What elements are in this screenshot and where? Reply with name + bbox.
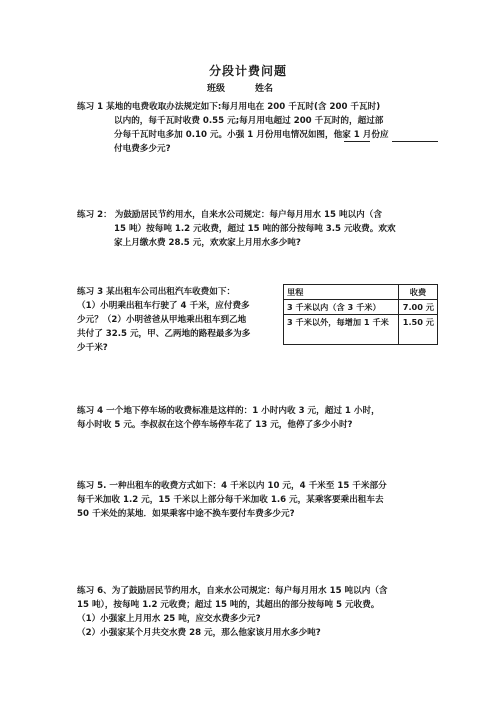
answer-blank [344,141,370,142]
exercise-2-line: 练习 2： 为鼓励居民节约用水，自来水公司规定：每户每月用水 15 吨以内（含 [77,210,382,220]
exercise-2 [77,208,396,250]
exercise-5-line: 练习 5. 一种出租车的收费方式如下：4 千米以内 10 元，4 千米至 15 千米部分 [77,481,387,491]
exercise-4-line: 练习 4 一个地下停车场的收费标准是这样的：1 小时内收 3 元，超过 1 小时， [77,406,380,416]
exercise-2-line: 家上月缴水费 28.5 元，欢欢家上月用水多少吨? [114,238,301,248]
exercise-1-line: 分每千瓦时电多加 0.10 元。小强 1 月份用电情况如图，他家 1 月份应 [114,130,389,140]
table-cell: 3 千米以外，每增加 1 千米 [284,315,399,345]
exercise-6-line: （2）小强家某个月共交水费 28 元，那么他家该月用水多少吨? [77,628,321,638]
exercise-6-line: 15 吨），按每吨 1.2 元收费；超过 15 吨的，其超出的部分按每吨 5 元收费。 [77,600,380,610]
fare-table [283,284,438,345]
table-row [284,315,438,345]
exercise-1-line: 以内的，每千瓦时收费 0.55 元;每月用电超过 200 千瓦时的，超过部 [114,116,384,126]
exercise-6 [77,584,388,640]
exercise-3-line: 少千米? [77,343,108,353]
exercise-3 [77,285,277,355]
exercise-6-line: （1）小强家上月用水 25 吨，应交水费多少元? [77,614,261,624]
exercise-5-line: 每千米加收 1.2 元，15 千米以上部分每千米加收 1.6 元，某乘客要乘出租车去 [77,495,384,505]
table-cell: 1.50 元 [399,315,438,345]
class-label: 班级 [207,84,226,94]
exercise-1-line: 付电费多少元? [114,144,171,154]
exercise-1 [77,100,389,156]
table-header-cell: 里程 [284,285,399,300]
exercise-3-line: （1）小明乘出租车行驶了 4 千米，应付费多 [77,301,250,311]
exercise-3-line: 少元？（2）小明爸爸从甲地乘出租车到乙地 [77,315,247,325]
exercise-4-line: 每小时收 5 元。李叔叔在这个停车场停车花了 13 元，他停了多少小时? [77,420,353,430]
table-cell: 3 千米以内（含 3 千米） [284,300,399,315]
exercise-6-line: 练习 6、为了鼓励居民节约用水，自来水公司规定：每户每月用水 15 吨以内（含 [77,586,388,596]
page-title: 分段计费问题 [208,64,287,78]
table-header-row [284,285,438,300]
table-cell: 7.00 元 [399,300,438,315]
exercise-3-line: 练习 3 某出租车公司出租汽车收费如下： [77,287,236,297]
exercise-2-line: 15 吨）按每吨 1.2 元收费，超过 15 吨的部分按每吨 3.5 元收费。欢欢 [114,224,396,234]
table-header-cell: 收费 [399,285,438,300]
exercise-1-line: 练习 1 某地的电费收取办法规定如下:每月用电在 200 千瓦时(含 200 千瓦时) [77,102,381,112]
table-row [284,300,438,315]
answer-blank [392,141,438,142]
exercise-5 [77,479,387,521]
exercise-4 [77,404,380,432]
name-label: 姓名 [255,84,274,94]
exercise-5-line: 50 千米处的某地．如果乘客中途不换车要付车费多少元? [77,509,295,519]
exercise-3-line: 共付了 32.5 元，甲、乙两地的路程最多为多 [77,329,251,339]
